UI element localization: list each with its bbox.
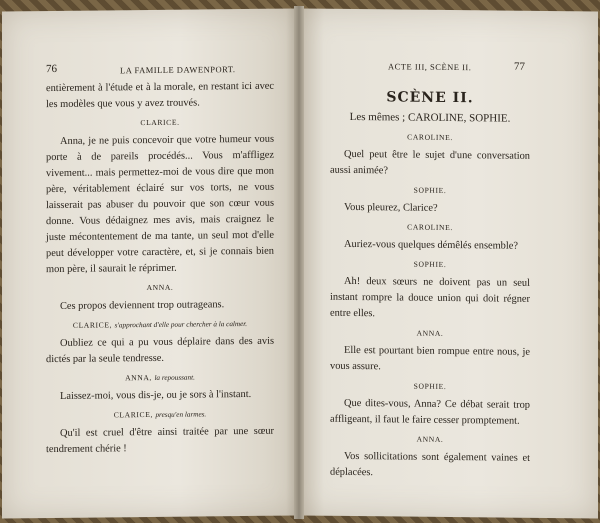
right-page-text — [330, 89, 530, 483]
left-running-head: LA FAMILLE DAWENPORT. — [120, 64, 236, 76]
speaker-label: ANNA, la repoussant. — [125, 372, 195, 383]
speaker-label: CAROLINE. — [407, 132, 453, 143]
speaker-label: SOPHIE. — [413, 185, 447, 195]
dialogue-line: Qu'il est cruel d'être ainsi traitée par une sœur tendrement chérie ! — [46, 425, 274, 456]
dialogue-line: Oubliez ce qui a pu vous déplaire dans des avis dictés par la seule tendresse. — [46, 335, 274, 366]
right-page-number: 77 — [514, 60, 525, 73]
dialogue-line: Que dites-vous, Anna? Ce débat serait trop affligeant, il faut le faire cesser promptement. — [330, 397, 530, 427]
dialogue-line: Elle est pourtant bien rompue entre nous, je vous assure. — [330, 344, 530, 373]
stage-direction: presqu'en larmes. — [155, 410, 207, 419]
left-page-number: 76 — [46, 62, 57, 76]
opening-lines: entièrement à l'étude et à la morale, en restant ici avec les modèles que vous y avez trouvés. — [46, 80, 274, 111]
speaker-label: CAROLINE. — [407, 222, 453, 233]
speaker-label: SOPHIE. — [413, 381, 447, 391]
stage-direction: s'approchant d'elle pour chercher à la calmer. — [114, 319, 248, 330]
dialogue-line: Anna, je ne puis concevoir que votre humeur vous porte à de pareils procédés... Vous m'affligez vivement... mais permettez-moi de vous dire que mon père, véritablement éclairé sur vos torts, ne vous laisserait pas abuser du pouvoir que son cœur vous donne. Vous dédaignez mes avis, mais craignez le juste mécontentement de ma tante, un seul mot d'elle peut développer votre caractère, et, si je connais bien mon père, il saurait le réprimer. — [46, 133, 274, 276]
speaker-label: ANNA. — [416, 434, 444, 444]
dialogue-line: Auriez-vous quelques démêlés ensemble? — [344, 238, 518, 252]
book-gutter — [294, 6, 304, 519]
stage-direction: la repoussant. — [154, 373, 195, 382]
speaker-label: SOPHIE. — [413, 259, 447, 269]
left-page — [2, 8, 298, 518]
speaker-label: CLARICE. — [140, 117, 180, 128]
right-page — [300, 8, 598, 518]
dialogue-line: Vous pleurez, Clarice? — [344, 201, 438, 214]
right-running-head: ACTE III, SCÈNE II. — [388, 61, 472, 73]
dialogue-line: Ces propos deviennent trop outrageans. — [60, 299, 225, 312]
speaker-label: ANNA. — [416, 328, 444, 338]
dialogue-line: Laissez-moi, vous dis-je, ou je sors à l'instant. — [60, 388, 252, 402]
speaker-label: CLARICE, s'approchant d'elle pour chercher à la calmer. — [72, 319, 248, 330]
dialogue-line: Ah! deux sœurs ne doivent pas un seul instant rompre la douce union qui doit régner entre elles. — [330, 275, 530, 320]
dialogue-line: Vos sollicitations sont également vaines et déplacées. — [330, 450, 530, 479]
scene-cast: Les mêmes ; CAROLINE, SOPHIE. — [349, 110, 511, 125]
speaker-label: CLARICE, presqu'en larmes. — [113, 409, 207, 420]
speaker-label: ANNA. — [146, 282, 174, 293]
scene-title: SCÈNE II. — [386, 89, 474, 107]
dialogue-line: Quel peut être le sujet d'une conversation aussi animée? — [330, 148, 530, 177]
left-page-text — [46, 79, 274, 458]
